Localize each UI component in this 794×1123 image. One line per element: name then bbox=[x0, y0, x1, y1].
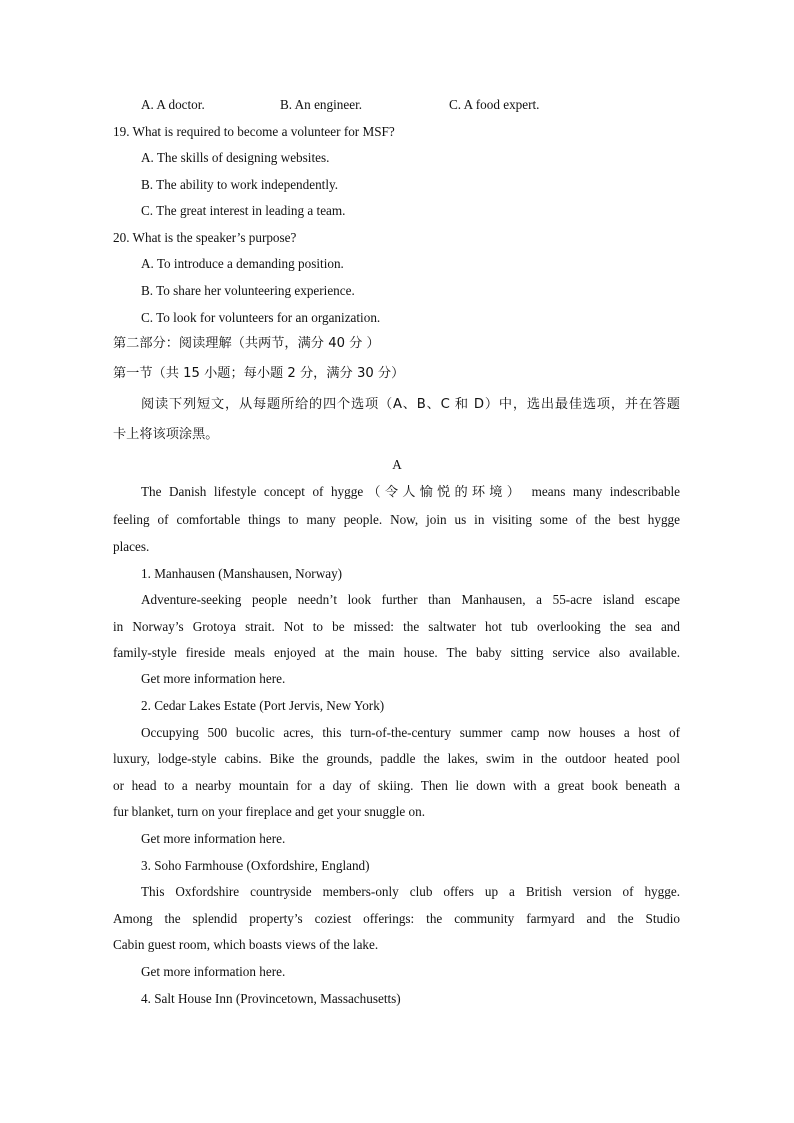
part2-heading: 第二部分：阅读理解（共两节，满分 40 分 ） bbox=[113, 336, 380, 351]
section1-heading: 第一节（共 15 小题；每小题 2 分，满分 30 分） bbox=[113, 366, 405, 381]
q18-options-row bbox=[0, 96, 794, 114]
q20-question: 20. What is the speaker’s purpose? bbox=[113, 230, 297, 245]
passage-label: A bbox=[392, 457, 402, 472]
place1-title: 1. Manhausen (Manshausen, Norway) bbox=[141, 566, 343, 581]
place3-title: 3. Soho Farmhouse (Oxfordshire, England) bbox=[141, 858, 370, 873]
q18-option-a: A. A doctor. bbox=[141, 97, 205, 112]
place2-line-4: fur blanket, turn on your fireplace and get your snuggle on. bbox=[113, 804, 426, 819]
q18-option-b: B. An engineer. bbox=[280, 97, 363, 112]
place2-line-2: luxury, lodge-style cabins. Bike the grounds, paddle the lakes, swim in the outdoor heated pool bbox=[113, 751, 680, 766]
q18-option-c: C. A food expert. bbox=[449, 97, 540, 112]
instruction-line-2: 卡上将该项涂黑。 bbox=[113, 427, 219, 442]
place1-line-2: in Norway’s Grotoya strait. Not to be missed: the saltwater hot tub overlooking the sea and bbox=[113, 619, 680, 634]
intro-line-3: places. bbox=[113, 539, 150, 554]
intro-line-1: The Danish lifestyle concept of hygge（令人愉悦的环境） means many indescribable bbox=[141, 484, 680, 499]
q19-option-b: B. The ability to work independently. bbox=[141, 177, 339, 192]
place4-title: 4. Salt House Inn (Provincetown, Massachusetts) bbox=[141, 991, 401, 1006]
place2-title: 2. Cedar Lakes Estate (Port Jervis, New York) bbox=[141, 698, 385, 713]
place3-line-2: Among the splendid property’s coziest offerings: the community farmyard and the Studio bbox=[113, 911, 680, 926]
place1-line-3: family-style fireside meals enjoyed at the main house. The baby sitting service also available. bbox=[113, 645, 680, 660]
more-info-link-3[interactable]: Get more information here. bbox=[141, 964, 286, 979]
q20-option-b: B. To share her volunteering experience. bbox=[141, 283, 355, 298]
place2-line-1: Occupying 500 bucolic acres, this turn-of-the-century summer camp now houses a host of bbox=[141, 725, 680, 740]
intro-line-2: feeling of comfortable things to many people. Now, join us in visiting some of the best hygge bbox=[113, 512, 680, 527]
instruction-line-1: 阅读下列短文，从每题所给的四个选项（A、B、C 和 D）中，选出最佳选项，并在答题 bbox=[141, 397, 680, 412]
q20-option-a: A. To introduce a demanding position. bbox=[141, 256, 344, 271]
q19-option-c: C. The great interest in leading a team. bbox=[141, 203, 346, 218]
more-info-link-2[interactable]: Get more information here. bbox=[141, 831, 286, 846]
place2-line-3: or head to a nearby mountain for a day of skiing. Then lie down with a great book beneath a bbox=[113, 778, 680, 793]
place1-line-1: Adventure-seeking people needn’t look further than Manhausen, a 55-acre island escape bbox=[141, 592, 680, 607]
place3-line-1: This Oxfordshire countryside members-only club offers up a British version of hygge. bbox=[141, 884, 680, 899]
place3-line-3: Cabin guest room, which boasts views of the lake. bbox=[113, 937, 379, 952]
q19-question: 19. What is required to become a volunteer for MSF? bbox=[113, 124, 395, 139]
q20-option-c: C. To look for volunteers for an organization. bbox=[141, 310, 381, 325]
q19-option-a: A. The skills of designing websites. bbox=[141, 150, 330, 165]
more-info-link-1[interactable]: Get more information here. bbox=[141, 671, 286, 686]
